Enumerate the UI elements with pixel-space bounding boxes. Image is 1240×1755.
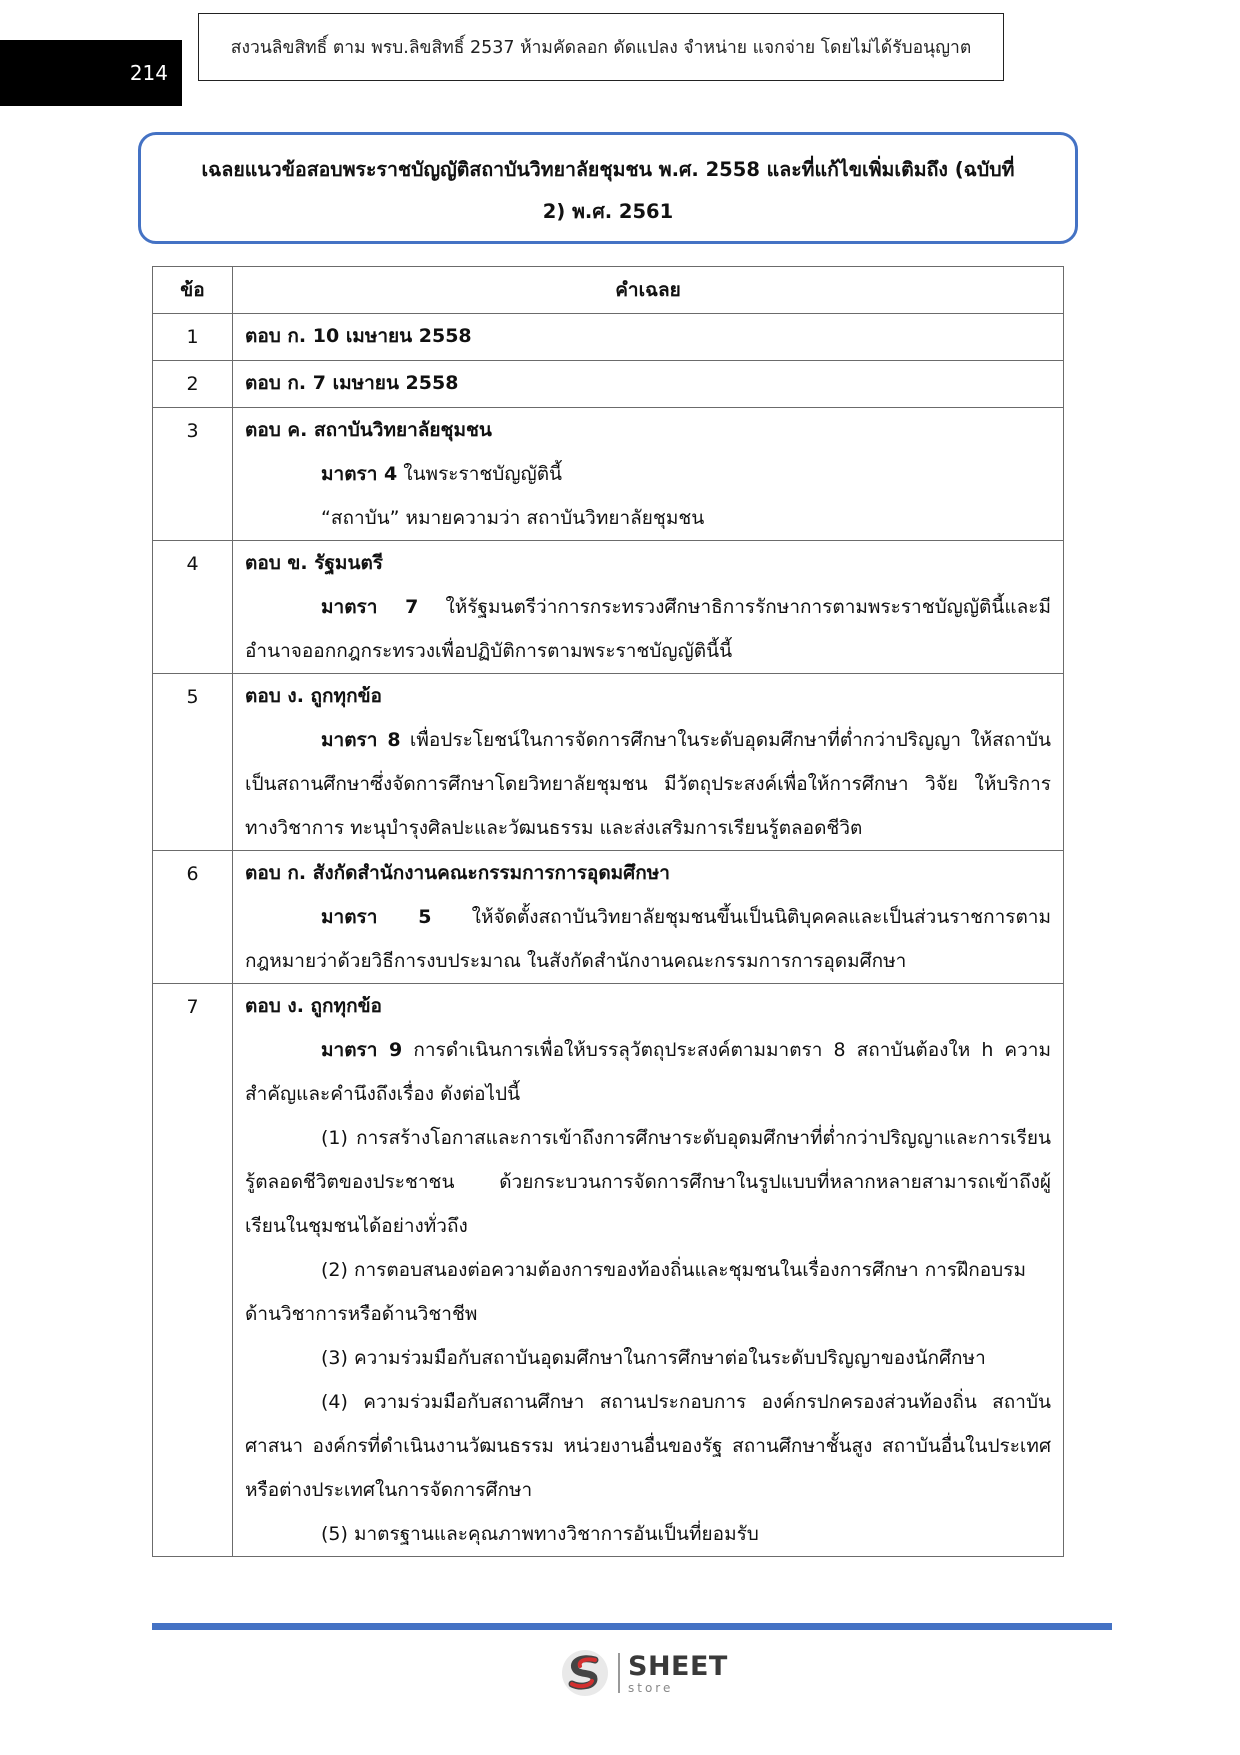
table-row: [153, 984, 1064, 1557]
question-number: 5: [153, 674, 233, 851]
logo-sub: store: [628, 1680, 674, 1695]
question-number: 3: [153, 408, 233, 541]
logo-name: SHEET: [628, 1650, 728, 1682]
document-title: [138, 132, 1078, 244]
section-text: ในพระราชบัญญัตินี้: [397, 463, 563, 485]
answer-cell: [233, 541, 1064, 674]
list-item: (5) มาตรฐานและคุณภาพทางวิชาการอันเป็นที่ยอมรับ: [321, 1523, 759, 1545]
answer-table: [152, 266, 1064, 1557]
answer-cell: [233, 314, 1064, 361]
section-label: มาตรา 9: [321, 1039, 403, 1061]
answer-cell: [233, 361, 1064, 408]
table-row: [153, 361, 1064, 408]
question-number: 4: [153, 541, 233, 674]
sheet-store-logo: [560, 1648, 728, 1698]
answer-cell: [233, 984, 1064, 1557]
answer-cell: [233, 851, 1064, 984]
list-item: (4) ความร่วมมือกับสถานศึกษา สถานประกอบการ องค์กรปกครองส่วนท้องถิ่น สถาบันศาสนา องค์กรที่ดำเนินงานวัฒนธรรม หน่วยงานอื่นของรัฐ สถานศึกษาชั้นสูง สถาบันอื่นในประเทศหรือต่างประเทศในการจัดการศึกษา: [245, 1391, 1051, 1501]
explanation-paragraph: [245, 1028, 1051, 1116]
table-header-row: [153, 267, 1064, 314]
logo-text: [628, 1650, 728, 1695]
list-item-continuation: ด้านวิชาการหรือด้านวิชาชีพ: [245, 1303, 478, 1325]
list-item: (1) การสร้างโอกาสและการเข้าถึงการศึกษาระดับอุดมศึกษาที่ต่ำกว่าปริญญาและการเรียนรู้ตลอดชีวิตของประชาชน ด้วยกระบวนการจัดการศึกษาในรูปแบบที่หลากหลายสามารถเข้าถึงผู้เรียนในชุมชนได้อย่างทั่วถึง: [245, 1127, 1051, 1237]
explanation-paragraph: [245, 585, 1051, 673]
table-row: [153, 408, 1064, 541]
footer-divider: [152, 1623, 1112, 1630]
copyright-notice: สงวนลิขสิทธิ์ ตาม พรบ.ลิขสิทธิ์ 2537 ห้ามคัดลอก ดัดแปลง จำหน่าย แจกจ่าย โดยไม่ได้รับอนุญาต: [198, 13, 1004, 81]
question-number: 2: [153, 361, 233, 408]
answer-choice: ตอบ ข. รัฐมนตรี: [245, 552, 383, 574]
answer-choice: ตอบ ง. ถูกทุกข้อ: [245, 685, 382, 707]
section-text: ให้รัฐมนตรีว่าการกระทรวงศึกษาธิการรักษาการตามพระราชบัญญัตินี้และมีอำนาจออกกฎกระทรวงเพื่อปฏิบัติการตามพระราชบัญญัตินี้นี้: [245, 596, 1051, 662]
section-label: มาตรา 4: [321, 463, 398, 485]
answer-choice: ตอบ ก. 10 เมษายน 2558: [245, 325, 472, 347]
table-row: [153, 674, 1064, 851]
section-label: มาตรา 8: [321, 729, 401, 751]
answer-cell: [233, 408, 1064, 541]
section-text: เพื่อประโยชน์ในการจัดการศึกษาในระดับอุดมศึกษาที่ต่ำกว่าปริญญา ให้สถาบันเป็นสถานศึกษาซึ่งจัดการศึกษาโดยวิทยาลัยชุมชน มีวัตถุประสงค์เพื่อให้การศึกษา วิจัย ให้บริการทางวิชาการ ทะนุบำรุงศิลปะและวัฒนธรรม และส่งเสริมการเรียนรู้ตลอดชีวิต: [245, 729, 1051, 839]
explanation-paragraph: [245, 452, 1051, 496]
table-row: [153, 314, 1064, 361]
table-row: [153, 541, 1064, 674]
section-label: มาตรา 7: [321, 596, 419, 618]
table-row: [153, 851, 1064, 984]
question-number: 6: [153, 851, 233, 984]
logo-separator: [618, 1653, 620, 1693]
question-number: 7: [153, 984, 233, 1557]
answer-choice: ตอบ ก. 7 เมษายน 2558: [245, 372, 459, 394]
title-line-1: เฉลยแนวข้อสอบพระราชบัญญัติสถาบันวิทยาลัยชุมชน พ.ศ. 2558 และที่แก้ไขเพิ่มเติมถึง (ฉบับที่: [201, 158, 1015, 181]
answer-choice: ตอบ ค. สถาบันวิทยาลัยชุมชน: [245, 419, 492, 441]
column-header-number: ข้อ: [153, 267, 233, 314]
section-label: มาตรา 5: [321, 906, 432, 928]
explanation-paragraph: [245, 895, 1051, 983]
title-line-2: 2) พ.ศ. 2561: [542, 200, 674, 223]
section-text: ให้จัดตั้งสถาบันวิทยาลัยชุมชนขึ้นเป็นนิติบุคคลและเป็นส่วนราชการตามกฎหมายว่าด้วยวิธีการงบประมาณ ในสังกัดสำนักงานคณะกรรมการการอุดมศึกษา: [245, 906, 1051, 972]
column-header-answer: คำเฉลย: [233, 267, 1064, 314]
list-item: (3) ความร่วมมือกับสถาบันอุดมศึกษาในการศึกษาต่อในระดับปริญญาของนักศึกษา: [321, 1347, 986, 1369]
page-number: 214: [0, 40, 182, 106]
answer-choice: ตอบ ก. สังกัดสำนักงานคณะกรรมการการอุดมศึกษา: [245, 862, 670, 884]
answer-choice: ตอบ ง. ถูกทุกข้อ: [245, 995, 382, 1017]
explanation-paragraph: “สถาบัน” หมายความว่า สถาบันวิทยาลัยชุมชน: [321, 507, 705, 529]
answer-cell: [233, 674, 1064, 851]
list-item: (2) การตอบสนองต่อความต้องการของท้องถิ่นและชุมชนในเรื่องการศึกษา การฝึกอบรม: [321, 1259, 1026, 1281]
sheet-s-logo-icon: [560, 1648, 610, 1698]
explanation-paragraph: [245, 718, 1051, 850]
question-number: 1: [153, 314, 233, 361]
section-text: การดำเนินการเพื่อให้บรรลุวัตถุประสงค์ตามมาตรา 8 สถาบันต้องให h ความสำคัญและคำนึงถึงเรื่อง ดังต่อไปนี้: [245, 1039, 1051, 1105]
